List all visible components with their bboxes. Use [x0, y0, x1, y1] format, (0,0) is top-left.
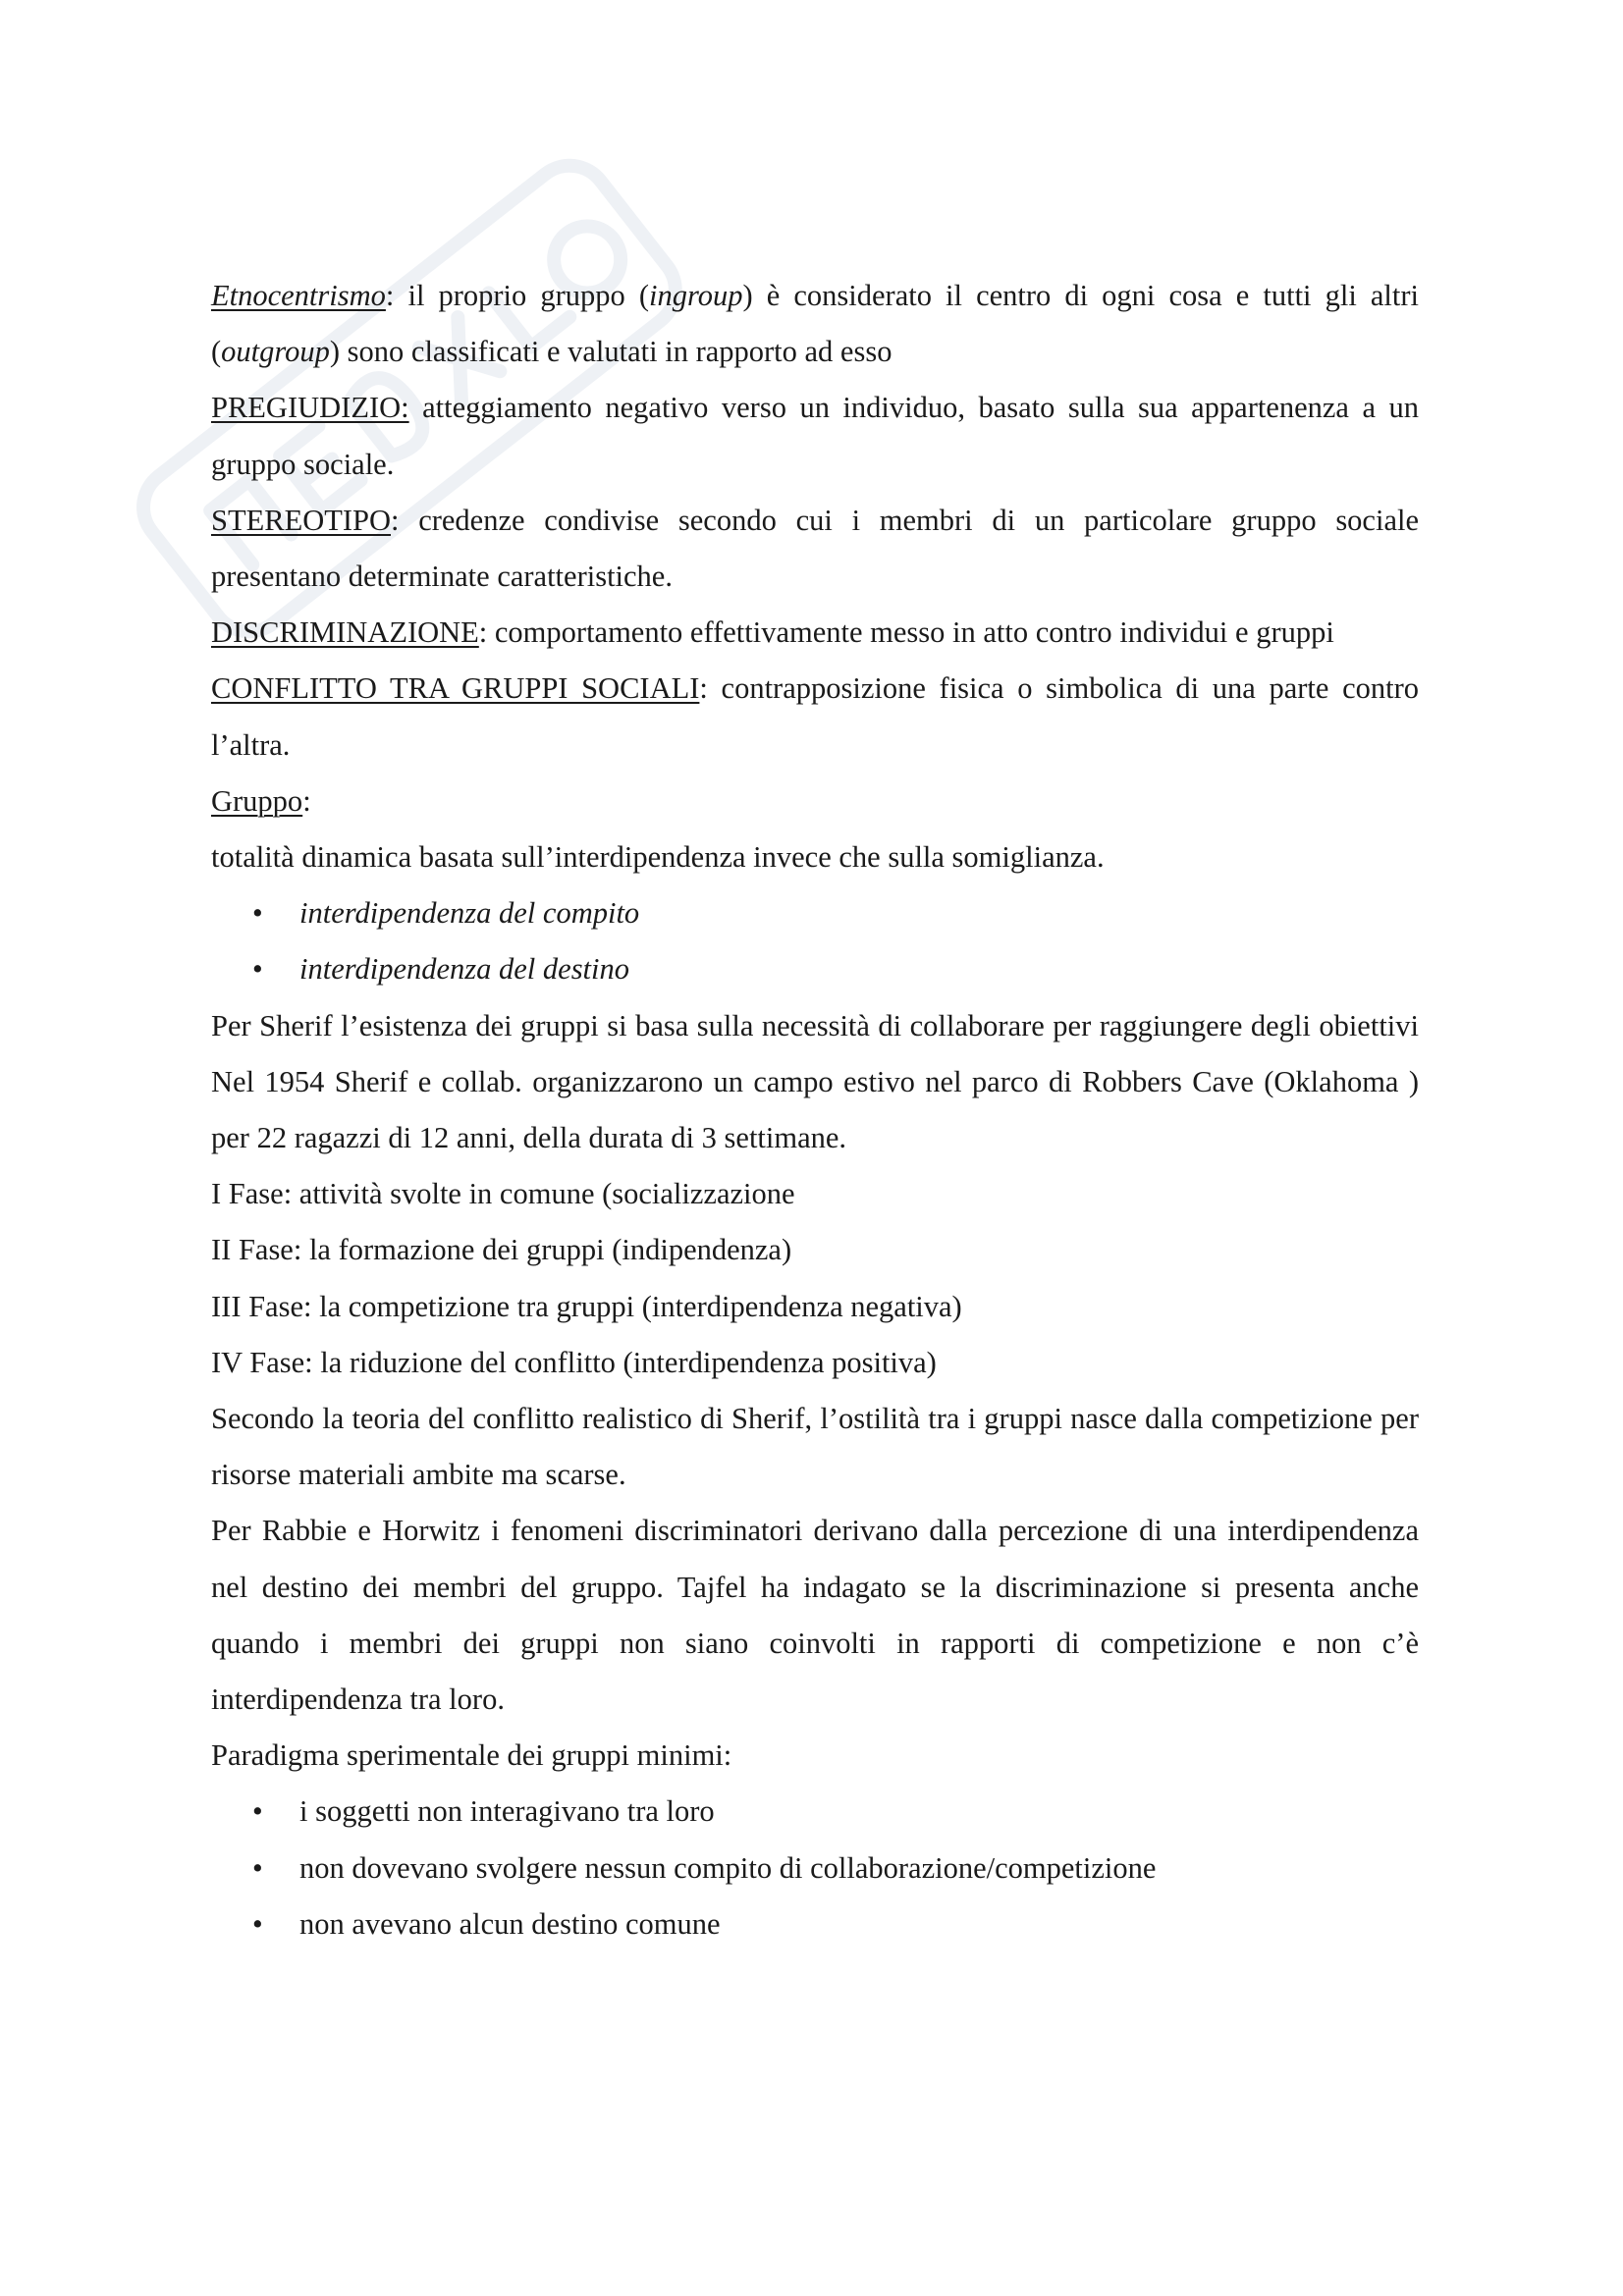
term-ingroup: ingroup	[649, 279, 743, 312]
bullet-icon: •	[252, 952, 263, 987]
term-pregiudizio: PREGIUDIZIO:	[211, 391, 409, 425]
paragraph-discriminazione: DISCRIMINAZIONE: comportamento effettivamente messo in atto contro individui e gruppi	[211, 615, 1334, 650]
term-outgroup: outgroup	[221, 335, 330, 369]
paragraph-fase-2: II Fase: la formazione dei gruppi (indipendenza)	[211, 1233, 792, 1267]
paragraph-rabbie-horwitz: Per Rabbie e Horwitz i fenomeni discriminatori derivano dalla percezione di una interdipendenza nel destino dei membri del gruppo. Tajfel ha indagato se la discriminazione si presenta anche quando i membri dei gruppi non siano coinvolti in rapporti di competizione e non c’è interdipendenza tra loro.	[211, 1514, 1419, 1717]
paragraph-stereotipo: STEREOTIPO: credenze condivise secondo cui i membri di un particolare gruppo sociale presentano determinate caratteristiche.	[211, 503, 1419, 594]
term-conflitto: CONFLITTO TRA GRUPPI SOCIALI	[211, 671, 700, 706]
paragraph-pregiudizio: PREGIUDIZIO: atteggiamento negativo verso un individuo, basato sulla sua appartenenza a un gruppo sociale.	[211, 391, 1419, 481]
list-item: • non dovevano svolgere nessun compito di collaborazione/competizione	[211, 1841, 1419, 1896]
bullet-icon: •	[252, 896, 263, 931]
list-item: • interdipendenza del destino	[211, 941, 1419, 997]
term-discriminazione: DISCRIMINAZIONE	[211, 615, 479, 650]
paragraph-totalita: totalità dinamica basata sull’interdipendenza invece che sulla somiglianza.	[211, 840, 1105, 875]
interdipendenza-list	[211, 885, 1419, 997]
bullet-icon: •	[252, 1794, 263, 1829]
bullet-icon: •	[252, 1906, 263, 1941]
paragraph-conflitto-realistico: Secondo la teoria del conflitto realistico di Sherif, l’ostilità tra i gruppi nasce dalla competizione per risorse materiali ambite ma scarse.	[211, 1402, 1419, 1492]
paragraph-sherif-intro: Per Sherif l’esistenza dei gruppi si basa sulla necessità di collaborare per raggiungere degli obiettivi Nel 1954 Sherif e collab. organizzarono un campo estivo nel parco di Robbers Cave (Oklahoma ) per 22 ragazzi di 12 anni, della durata di 3 settimane.	[211, 1008, 1419, 1155]
paragraph-fase-3: III Fase: la competizione tra gruppi (interdipendenza negativa)	[211, 1289, 962, 1323]
paragraph-paradigma: Paradigma sperimentale dei gruppi minimi:	[211, 1738, 732, 1773]
paragraph-gruppo: Gruppo:	[211, 783, 311, 818]
term-stereotipo: STEREOTIPO	[211, 503, 391, 537]
list-item: • non avevano alcun destino comune	[211, 1896, 1419, 1952]
term-etnocentrismo: Etnocentrismo	[211, 279, 386, 312]
term-gruppo: Gruppo	[211, 783, 303, 818]
document-body	[211, 268, 1419, 1952]
paragraph-etnocentrismo: Etnocentrismo: il proprio gruppo (ingroup) è considerato il centro di ogni cosa e tutti gli altri (outgroup) sono classificati e valutati in rapporto ad esso	[211, 279, 1419, 369]
paragraph-fase-4: IV Fase: la riduzione del conflitto (interdipendenza positiva)	[211, 1345, 937, 1379]
bullet-icon: •	[252, 1850, 263, 1885]
paradigma-list	[211, 1784, 1419, 1952]
paragraph-conflitto: CONFLITTO TRA GRUPPI SOCIALI: contrapposizione fisica o simbolica di una parte contro l’altra.	[211, 671, 1419, 762]
list-item: • interdipendenza del compito	[211, 885, 1419, 941]
list-item: • i soggetti non interagivano tra loro	[211, 1784, 1419, 1840]
paragraph-fase-1: I Fase: attività svolte in comune (socializzazione	[211, 1177, 795, 1211]
